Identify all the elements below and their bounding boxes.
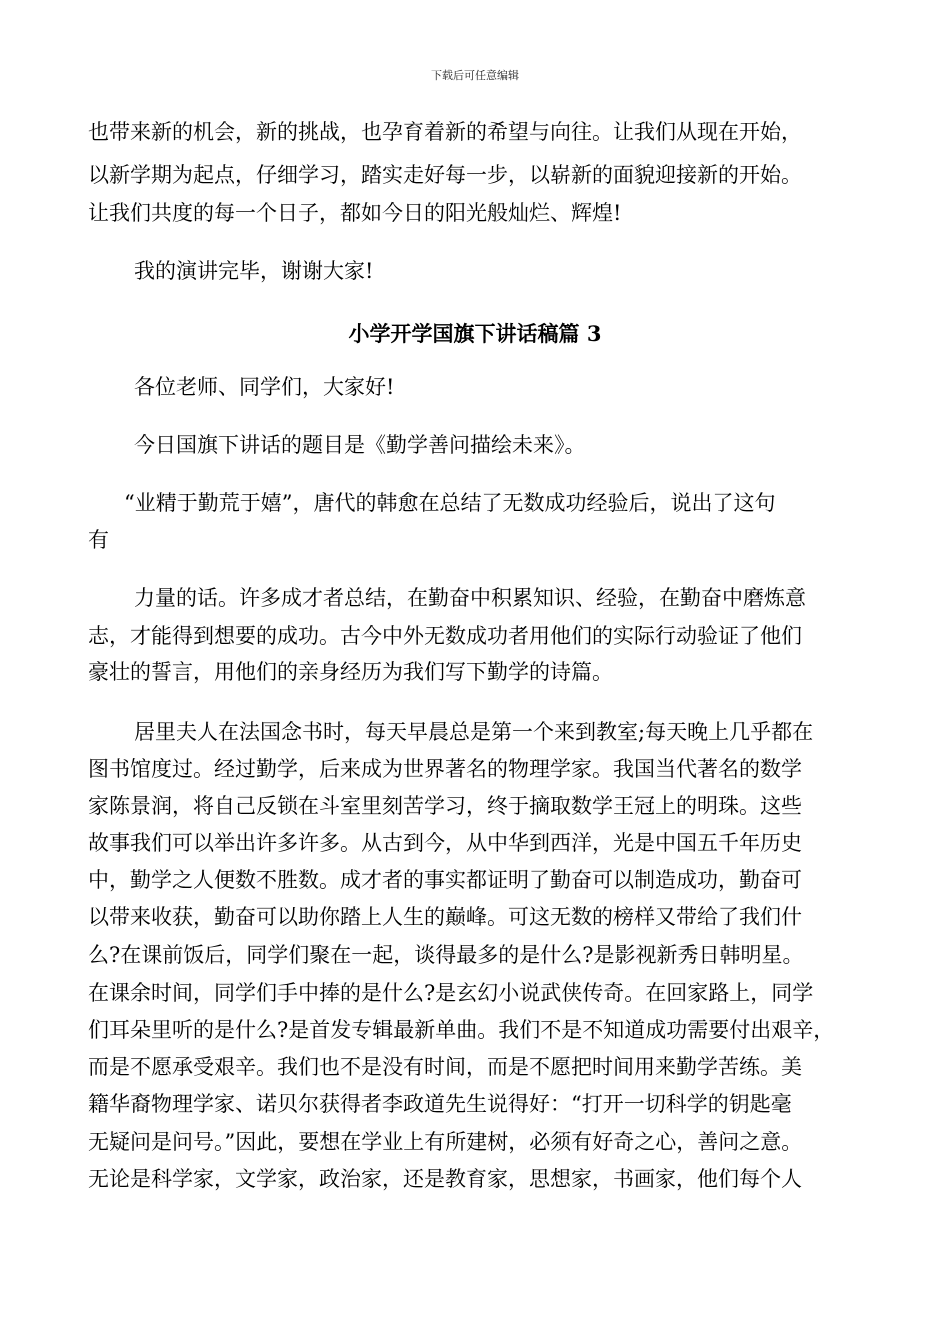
text-line: 无论是科学家，文学家，政治家，还是教育家，思想家，书画家，他们每个人	[88, 1167, 802, 1191]
text-line: 么?在课前饭后，同学们聚在一起，谈得最多的是什么?是影视新秀日韩明星。	[88, 943, 804, 967]
text-line: 图书馆度过。经过勤学，后来成为世界著名的物理学家。我国当代著名的数学	[88, 757, 802, 781]
text-line: 而是不愿承受艰辛。我们也不是没有时间，而是不愿把时间用来勤学苦练。美	[88, 1055, 802, 1079]
page-header-note: 下载后可任意编辑	[431, 69, 519, 82]
text-line: 居里夫人在法国念书时，每天早晨总是第一个来到教室;每天晚上几乎都在	[134, 720, 814, 744]
text-line: 力量的话。许多成才者总结，在勤奋中积累知识、经验，在勤奋中磨炼意	[134, 586, 806, 610]
text-line: 志，才能得到想要的成功。古今中外无数成功者用他们的实际行动验证了他们	[88, 624, 802, 648]
text-line: 故事我们可以举出许多许多。从古到今，从中华到西洋，光是中国五千年历史	[88, 831, 802, 855]
topic-line: 今日国旗下讲话的题目是《勤学善问描绘未来》。	[134, 433, 586, 457]
text-line: 家陈景润，将自己反锁在斗室里刻苦学习，终于摘取数学王冠上的明珠。这些	[88, 794, 802, 818]
text-line: 让我们共度的每一个日子，都如今日的阳光般灿烂、辉煌!	[88, 201, 622, 225]
text-line: 中，勤学之人便数不胜数。成才者的事实都证明了勤奋可以制造成功，勤奋可	[88, 868, 802, 892]
greeting-line: 各位老师、同学们，大家好!	[134, 375, 395, 399]
text-line: 有	[88, 528, 109, 552]
section-title: 小学开学国旗下讲话稿篇 3	[348, 321, 602, 346]
text-line: 以带来收获，勤奋可以助你踏上人生的巅峰。可这无数的榜样又带给了我们什	[88, 905, 802, 929]
text-line: 籍华裔物理学家、诺贝尔获得者李政道先生说得好：“打开一切科学的钥匙毫	[88, 1092, 792, 1116]
text-line: “业精于勤荒于嬉”，唐代的韩愈在总结了无数成功经验后，说出了这句	[124, 491, 776, 515]
text-line: 以新学期为起点，仔细学习，踏实走好每一步，以崭新的面貌迎接新的开始。	[88, 163, 802, 187]
closing-line: 我的演讲完毕，谢谢大家!	[134, 259, 374, 283]
text-line: 们耳朵里听的是什么?是首发专辑最新单曲。我们不是不知道成功需要付出艰辛，	[88, 1018, 835, 1042]
text-line: 豪壮的誓言，用他们的亲身经历为我们写下勤学的诗篇。	[88, 660, 613, 684]
text-line: 也带来新的机会，新的挑战，也孕育着新的希望与向往。让我们从现在开始，	[88, 120, 802, 144]
text-line: 在课余时间，同学们手中捧的是什么?是玄幻小说武侠传奇。在回家路上，同学	[88, 981, 814, 1005]
text-line: 无疑问是问号。”因此，要想在学业上有所建树，必须有好奇之心，善问之意。	[88, 1130, 803, 1154]
